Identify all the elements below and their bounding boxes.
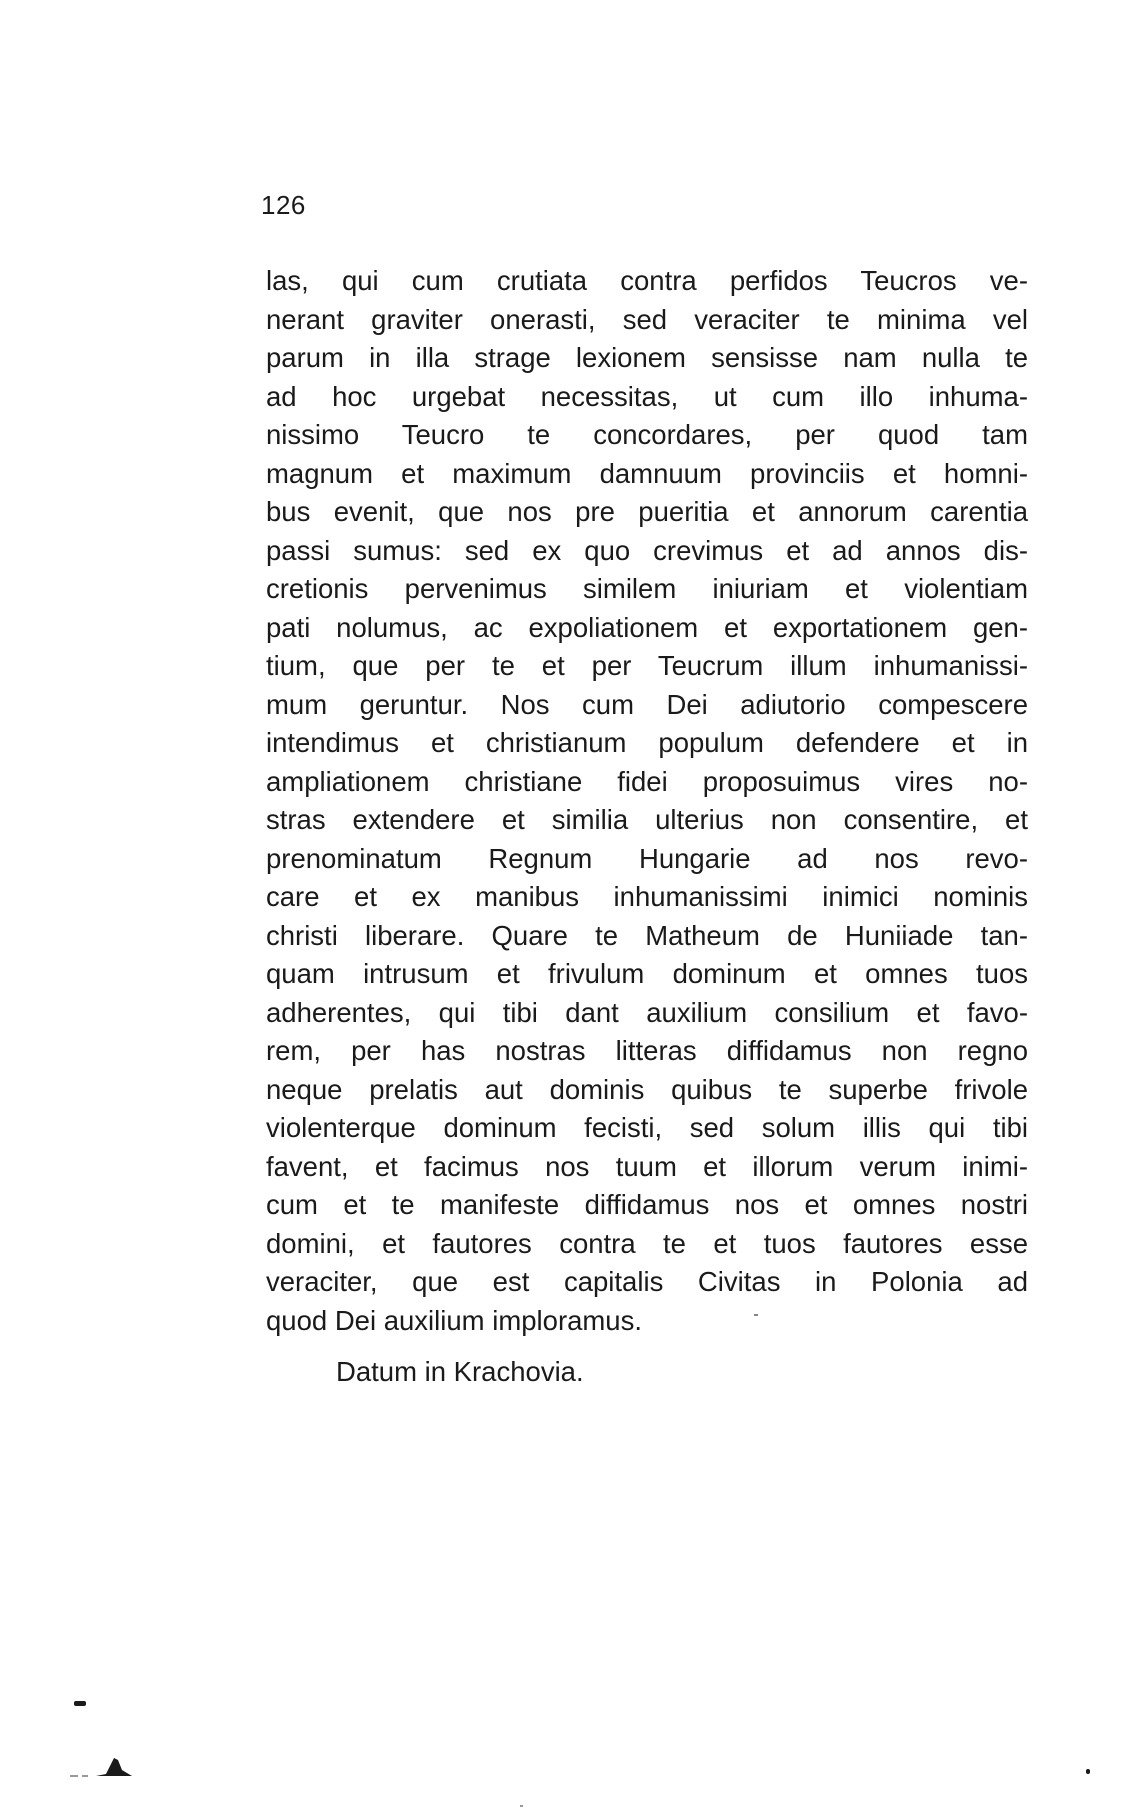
text-line: pati nolumus, ac expoliationem et exportationem gen- xyxy=(266,611,1028,643)
text-line: care et ex manibus inhumanissimi inimici nominis xyxy=(266,881,1028,912)
scan-speck xyxy=(1086,1769,1090,1774)
text-line: neque prelatis aut dominis quibus te superbe frivole xyxy=(266,1073,1028,1105)
text-line: passi sumus: sed ex quo crevimus et ad annos dis- xyxy=(266,534,1028,566)
text-line: cum et te manifeste diffidamus nos et omnes nostri xyxy=(266,1189,1028,1220)
scan-smudge-icon xyxy=(70,1740,160,1780)
text-line: intendimus et christianum populum defendere et in xyxy=(266,727,1028,758)
text-line: ad hoc urgebat necessitas, ut cum illo inhuma- xyxy=(266,380,1028,412)
text-line: favent, et facimus nos tuum et illorum verum inimi- xyxy=(266,1150,1028,1182)
text-line: magnum et maximum damnuum provinciis et homni- xyxy=(266,457,1028,489)
text-line: quod Dei auxilium imploramus. xyxy=(266,1304,642,1336)
text-line: rem, per has nostras litteras diffidamus non regno xyxy=(266,1035,1028,1066)
text-line: las, qui cum crutiata contra perfidos Teucros ve- xyxy=(266,265,1028,296)
closing-dateline: Datum in Krachovia. xyxy=(336,1356,584,1387)
text-line: quam intrusum et frivulum dominum et omnes tuos xyxy=(266,958,1028,989)
text-line: adherentes, qui tibi dant auxilium consilium et favo- xyxy=(266,996,1028,1028)
text-line: prenominatum Regnum Hungarie ad nos revo- xyxy=(266,842,1028,874)
text-line: parum in illa strage lexionem sensisse nam nulla te xyxy=(266,342,1028,373)
text-line: nerant graviter onerasti, sed veraciter te minima vel xyxy=(266,303,1028,335)
text-line: cretionis pervenimus similem iniuriam et violentiam xyxy=(266,573,1028,604)
text-line: domini, et fautores contra te et tuos fautores esse xyxy=(266,1227,1028,1259)
text-line: tium, que per te et per Teucrum illum inhumanissi- xyxy=(266,650,1028,681)
text-line: christi liberare. Quare te Matheum de Huniiade tan- xyxy=(266,919,1028,951)
body-paragraph xyxy=(266,262,1028,1340)
text-line: nissimo Teucro te concordares, per quod tam xyxy=(266,419,1028,450)
text-line: ampliationem christiane fidei proposuimus vires no- xyxy=(266,765,1028,797)
scan-speck xyxy=(74,1701,86,1706)
scan-speck xyxy=(520,1805,523,1807)
text-line: veraciter, que est capitalis Civitas in Polonia ad xyxy=(266,1266,1028,1297)
text-line: bus evenit, que nos pre pueritia et annorum carentia xyxy=(266,496,1028,527)
text-line: mum geruntur. Nos cum Dei adiutorio compescere xyxy=(266,688,1028,720)
text-line: stras extendere et similia ulterius non consentire, et xyxy=(266,804,1028,835)
page-number: 126 xyxy=(261,190,306,220)
text-line: violenterque dominum fecisti, sed solum illis qui tibi xyxy=(266,1112,1028,1143)
scan-speck xyxy=(754,1314,758,1316)
